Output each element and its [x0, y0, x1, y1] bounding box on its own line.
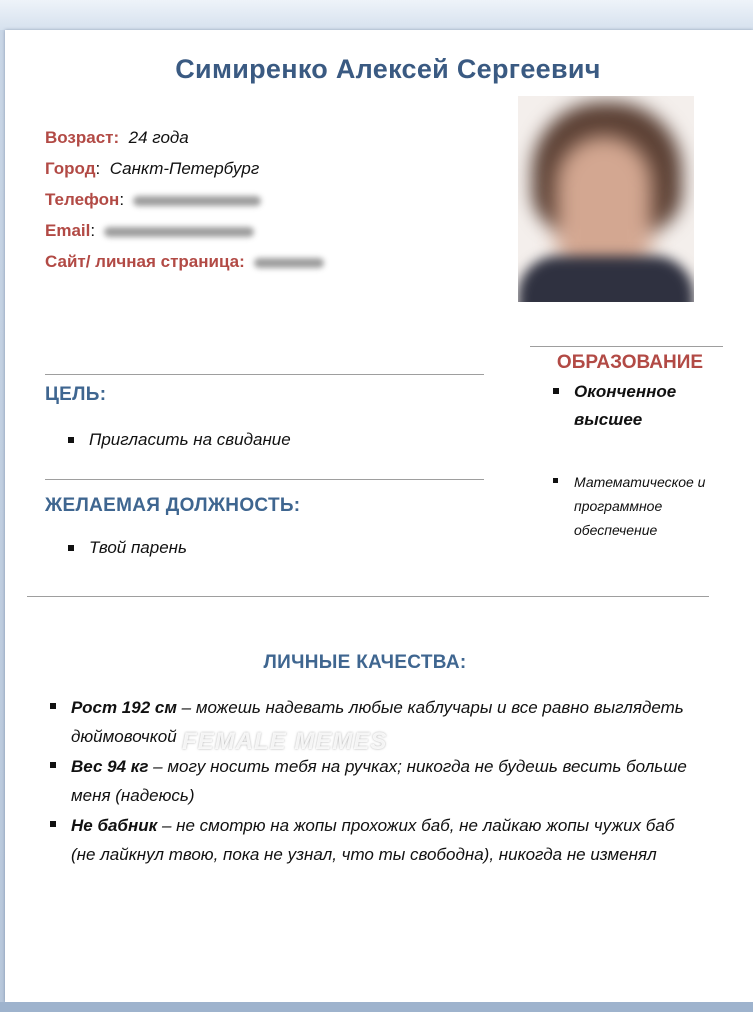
goal-item-text: Пригласить на свидание [89, 430, 291, 449]
photo-shoulder-blur [518, 256, 694, 302]
bullet-marker [68, 437, 74, 443]
email-redacted [104, 227, 254, 237]
phone-row [45, 184, 324, 215]
education-item [574, 470, 734, 542]
quality-text: – могу носить тебя на ручках; никогда не будешь весить больше меня (надеюсь) [71, 757, 687, 805]
site-row [45, 246, 324, 277]
bullet-marker [553, 388, 559, 394]
quality-item [71, 752, 691, 810]
site-label: Сайт/ личная страница: [45, 252, 245, 271]
bullet-marker [68, 545, 74, 551]
education-item-text: Математическое и программное обеспечение [574, 474, 706, 538]
window-top-bar [0, 0, 753, 30]
city-row [45, 153, 324, 184]
phone-label: Телефон [45, 190, 120, 209]
education-item [574, 378, 724, 434]
bullet-marker [553, 478, 558, 483]
phone-redacted [133, 196, 261, 206]
divider-qualities-top [27, 596, 709, 597]
education-item-text: Оконченное высшее [574, 382, 677, 429]
window-bottom-bar [0, 1002, 753, 1012]
watermark: FEMALE MEMES [182, 728, 388, 755]
position-item [89, 538, 187, 558]
city-label: Город [45, 159, 96, 178]
divider-goal-top [45, 374, 484, 375]
quality-bold: Вес 94 кг [71, 757, 149, 776]
bullet-marker [50, 703, 56, 709]
site-redacted [254, 258, 324, 268]
quality-bold: Не бабник [71, 816, 158, 835]
goal-heading: ЦЕЛЬ: [45, 384, 107, 405]
email-label: Email [45, 221, 91, 240]
quality-text: – не смотрю на жопы прохожих баб, не лайкаю жопы чужих баб (не лайкнул твою, пока не узнал, что ты свободна), никогда не изменял [71, 816, 675, 864]
email-row [45, 215, 324, 246]
position-item-text: Твой парень [89, 538, 187, 557]
quality-item [71, 811, 691, 869]
education-heading: ОБРАЗОВАНИЕ [556, 352, 704, 373]
city-separator: : [95, 159, 101, 178]
age-row [45, 122, 324, 153]
quality-bold: Рост 192 см [71, 698, 177, 717]
age-value: 24 года [128, 128, 189, 147]
bullet-marker [50, 821, 56, 827]
divider-education-top [530, 346, 723, 347]
contact-info [45, 122, 324, 277]
phone-separator: : [119, 190, 125, 209]
goal-item [89, 430, 291, 450]
qualities-heading: ЛИЧНЫЕ КАЧЕСТВА: [263, 652, 467, 673]
divider-position-top [45, 479, 484, 480]
email-separator: : [90, 221, 96, 240]
page-title: Симиренко Алексей Сергеевич [175, 54, 601, 84]
city-value: Санкт-Петербург [109, 159, 260, 178]
position-heading: ЖЕЛАЕМАЯ ДОЛЖНОСТЬ: [45, 495, 301, 516]
quality-text: – можешь надевать любые каблучары и все равно выглядеть дюймовочкой [71, 698, 684, 746]
profile-photo [518, 96, 694, 302]
bullet-marker [50, 762, 56, 768]
age-label: Возраст: [45, 128, 120, 147]
